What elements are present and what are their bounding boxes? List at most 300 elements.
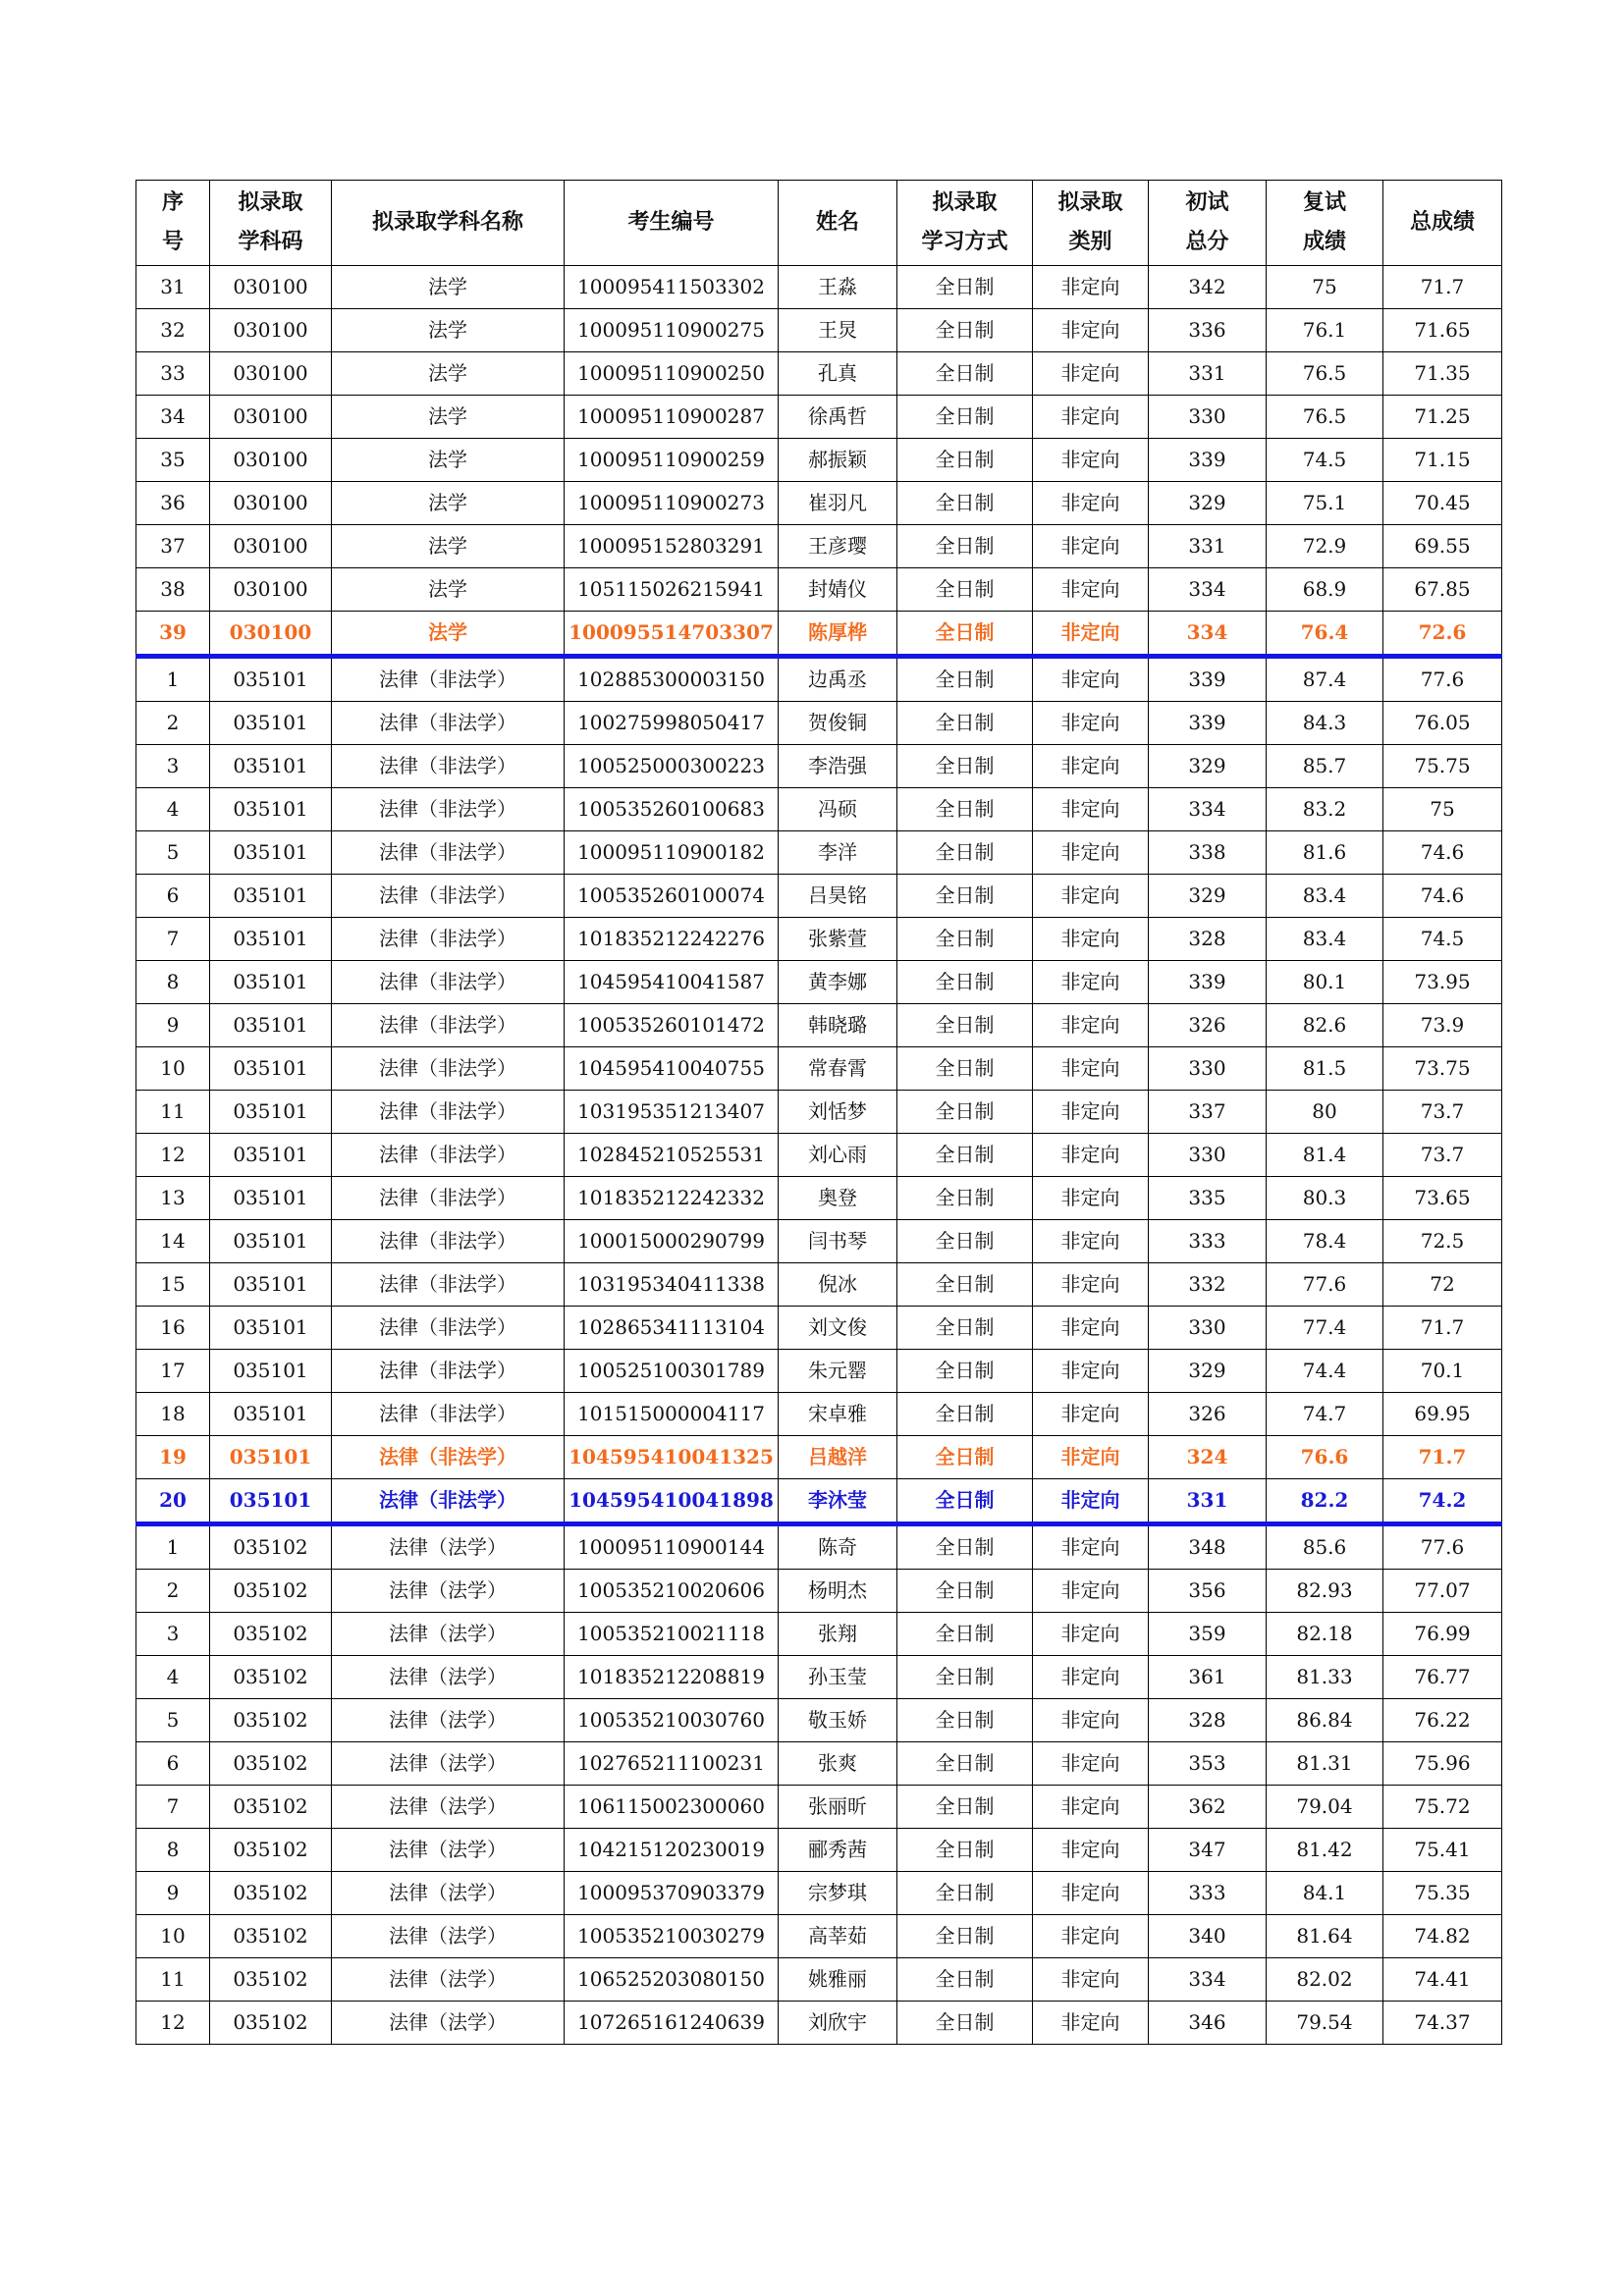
cell-serial-number: 5 [136, 831, 210, 875]
cell-admission-category: 非定向 [1033, 1613, 1149, 1656]
cell-total-score: 73.7 [1383, 1091, 1502, 1134]
cell-preliminary-score: 339 [1149, 702, 1267, 745]
cell-candidate-number: 100095110900259 [565, 439, 779, 482]
cell-name: 郝振颖 [779, 439, 897, 482]
cell-name: 李洋 [779, 831, 897, 875]
cell-preliminary-score: 326 [1149, 1004, 1267, 1047]
table-row [136, 1915, 1502, 1958]
cell-admission-category: 非定向 [1033, 568, 1149, 612]
cell-admission-category: 非定向 [1033, 1220, 1149, 1263]
cell-preliminary-score: 334 [1149, 1958, 1267, 2002]
table-row [136, 1479, 1502, 1524]
cell-preliminary-score: 331 [1149, 352, 1267, 396]
table-body [136, 266, 1502, 2045]
cell-subject-code: 030100 [210, 309, 332, 352]
header-study-mode: 拟录取 学习方式 [897, 181, 1033, 266]
cell-serial-number: 12 [136, 2002, 210, 2045]
cell-preliminary-score: 336 [1149, 309, 1267, 352]
cell-subject-code: 035101 [210, 831, 332, 875]
cell-total-score: 76.22 [1383, 1699, 1502, 1742]
cell-serial-number: 35 [136, 439, 210, 482]
cell-name: 刘恬梦 [779, 1091, 897, 1134]
table-row [136, 961, 1502, 1004]
cell-name: 贺俊铜 [779, 702, 897, 745]
cell-preliminary-score: 348 [1149, 1524, 1267, 1570]
cell-admission-category: 非定向 [1033, 1091, 1149, 1134]
header-admission-category: 拟录取 类别 [1033, 181, 1149, 266]
cell-admission-category: 非定向 [1033, 745, 1149, 788]
cell-subject-code: 035102 [210, 2002, 332, 2045]
cell-retest-score: 74.7 [1267, 1393, 1383, 1436]
cell-admission-category: 非定向 [1033, 1958, 1149, 2002]
cell-study-mode: 全日制 [897, 745, 1033, 788]
cell-retest-score: 83.4 [1267, 875, 1383, 918]
table-row [136, 1350, 1502, 1393]
cell-total-score: 77.07 [1383, 1570, 1502, 1613]
cell-subject-code: 035101 [210, 918, 332, 961]
cell-total-score: 74.5 [1383, 918, 1502, 961]
cell-subject-code: 035101 [210, 1436, 332, 1479]
cell-preliminary-score: 340 [1149, 1915, 1267, 1958]
cell-admission-category: 非定向 [1033, 1436, 1149, 1479]
cell-preliminary-score: 334 [1149, 568, 1267, 612]
header-preliminary-score: 初试 总分 [1149, 181, 1267, 266]
cell-admission-category: 非定向 [1033, 1829, 1149, 1872]
cell-admission-category: 非定向 [1033, 525, 1149, 568]
cell-subject-code: 035101 [210, 1004, 332, 1047]
cell-candidate-number: 100015000290799 [565, 1220, 779, 1263]
cell-total-score: 69.55 [1383, 525, 1502, 568]
cell-serial-number: 34 [136, 396, 210, 439]
cell-subject-name: 法律（法学） [332, 1699, 565, 1742]
cell-preliminary-score: 333 [1149, 1220, 1267, 1263]
cell-total-score: 73.95 [1383, 961, 1502, 1004]
cell-retest-score: 83.2 [1267, 788, 1383, 831]
cell-name: 高莘茹 [779, 1915, 897, 1958]
cell-retest-score: 76.4 [1267, 612, 1383, 657]
cell-admission-category: 非定向 [1033, 1479, 1149, 1524]
cell-retest-score: 81.4 [1267, 1134, 1383, 1177]
cell-admission-category: 非定向 [1033, 266, 1149, 309]
cell-subject-name: 法律（法学） [332, 1829, 565, 1872]
cell-subject-name: 法律（非法学） [332, 918, 565, 961]
cell-candidate-number: 102885300003150 [565, 657, 779, 702]
cell-subject-name: 法律（非法学） [332, 1134, 565, 1177]
cell-serial-number: 10 [136, 1915, 210, 1958]
cell-admission-category: 非定向 [1033, 1134, 1149, 1177]
cell-subject-code: 035101 [210, 1134, 332, 1177]
table-row [136, 875, 1502, 918]
cell-subject-code: 035102 [210, 1613, 332, 1656]
table-row [136, 1134, 1502, 1177]
cell-candidate-number: 100525100301789 [565, 1350, 779, 1393]
cell-admission-category: 非定向 [1033, 1742, 1149, 1786]
cell-retest-score: 86.84 [1267, 1699, 1383, 1742]
cell-candidate-number: 100535210020606 [565, 1570, 779, 1613]
cell-subject-name: 法律（非法学） [332, 1004, 565, 1047]
cell-retest-score: 68.9 [1267, 568, 1383, 612]
cell-study-mode: 全日制 [897, 918, 1033, 961]
header-retest-score: 复试 成绩 [1267, 181, 1383, 266]
cell-study-mode: 全日制 [897, 1307, 1033, 1350]
cell-preliminary-score: 342 [1149, 266, 1267, 309]
cell-retest-score: 87.4 [1267, 657, 1383, 702]
cell-study-mode: 全日制 [897, 1786, 1033, 1829]
cell-subject-code: 035102 [210, 1786, 332, 1829]
cell-candidate-number: 100095152803291 [565, 525, 779, 568]
cell-study-mode: 全日制 [897, 1134, 1033, 1177]
cell-subject-code: 035102 [210, 1742, 332, 1786]
cell-study-mode: 全日制 [897, 309, 1033, 352]
cell-retest-score: 81.33 [1267, 1656, 1383, 1699]
cell-candidate-number: 100535210030279 [565, 1915, 779, 1958]
cell-preliminary-score: 359 [1149, 1613, 1267, 1656]
cell-candidate-number: 107265161240639 [565, 2002, 779, 2045]
cell-candidate-number: 104595410041587 [565, 961, 779, 1004]
cell-subject-code: 030100 [210, 525, 332, 568]
header-candidate-number: 考生编号 [565, 181, 779, 266]
cell-preliminary-score: 329 [1149, 745, 1267, 788]
cell-candidate-number: 100535260100074 [565, 875, 779, 918]
cell-retest-score: 82.6 [1267, 1004, 1383, 1047]
cell-admission-category: 非定向 [1033, 961, 1149, 1004]
table-row [136, 1699, 1502, 1742]
cell-serial-number: 10 [136, 1047, 210, 1091]
cell-subject-code: 035101 [210, 1047, 332, 1091]
cell-retest-score: 76.1 [1267, 309, 1383, 352]
table-row [136, 1091, 1502, 1134]
cell-subject-name: 法律（法学） [332, 2002, 565, 2045]
cell-study-mode: 全日制 [897, 612, 1033, 657]
cell-preliminary-score: 362 [1149, 1786, 1267, 1829]
table-row [136, 1177, 1502, 1220]
cell-study-mode: 全日制 [897, 1479, 1033, 1524]
cell-total-score: 74.6 [1383, 875, 1502, 918]
cell-subject-code: 035101 [210, 657, 332, 702]
cell-admission-category: 非定向 [1033, 612, 1149, 657]
cell-name: 孙玉莹 [779, 1656, 897, 1699]
cell-preliminary-score: 330 [1149, 1134, 1267, 1177]
cell-retest-score: 76.5 [1267, 396, 1383, 439]
cell-total-score: 76.77 [1383, 1656, 1502, 1699]
table-row [136, 745, 1502, 788]
cell-subject-code: 035102 [210, 1915, 332, 1958]
cell-total-score: 71.7 [1383, 1307, 1502, 1350]
cell-total-score: 74.2 [1383, 1479, 1502, 1524]
cell-serial-number: 19 [136, 1436, 210, 1479]
cell-candidate-number: 104595410041325 [565, 1436, 779, 1479]
cell-total-score: 75.96 [1383, 1742, 1502, 1786]
cell-serial-number: 36 [136, 482, 210, 525]
cell-total-score: 67.85 [1383, 568, 1502, 612]
cell-retest-score: 80.1 [1267, 961, 1383, 1004]
cell-total-score: 75.35 [1383, 1872, 1502, 1915]
cell-retest-score: 85.7 [1267, 745, 1383, 788]
cell-total-score: 73.7 [1383, 1134, 1502, 1177]
cell-retest-score: 81.42 [1267, 1829, 1383, 1872]
cell-subject-name: 法律（非法学） [332, 657, 565, 702]
cell-preliminary-score: 338 [1149, 831, 1267, 875]
cell-name: 宋卓雅 [779, 1393, 897, 1436]
table-row [136, 1307, 1502, 1350]
cell-serial-number: 1 [136, 1524, 210, 1570]
cell-admission-category: 非定向 [1033, 1915, 1149, 1958]
cell-name: 宗梦琪 [779, 1872, 897, 1915]
cell-subject-name: 法律（法学） [332, 1656, 565, 1699]
cell-name: 敬玉娇 [779, 1699, 897, 1742]
cell-admission-category: 非定向 [1033, 831, 1149, 875]
table-header-row [136, 181, 1502, 266]
cell-serial-number: 1 [136, 657, 210, 702]
cell-subject-name: 法律（非法学） [332, 1047, 565, 1091]
cell-retest-score: 83.4 [1267, 918, 1383, 961]
cell-retest-score: 82.2 [1267, 1479, 1383, 1524]
cell-total-score: 69.95 [1383, 1393, 1502, 1436]
header-total-score: 总成绩 [1383, 181, 1502, 266]
cell-total-score: 75.41 [1383, 1829, 1502, 1872]
cell-total-score: 70.1 [1383, 1350, 1502, 1393]
cell-name: 刘欣宇 [779, 2002, 897, 2045]
cell-name: 张紫萱 [779, 918, 897, 961]
cell-admission-category: 非定向 [1033, 1047, 1149, 1091]
cell-name: 孔真 [779, 352, 897, 396]
cell-subject-code: 035102 [210, 1570, 332, 1613]
cell-preliminary-score: 330 [1149, 1047, 1267, 1091]
cell-name: 张爽 [779, 1742, 897, 1786]
cell-subject-name: 法律（法学） [332, 1958, 565, 2002]
cell-name: 陈厚桦 [779, 612, 897, 657]
cell-candidate-number: 100535210021118 [565, 1613, 779, 1656]
cell-subject-name: 法学 [332, 439, 565, 482]
cell-admission-category: 非定向 [1033, 1786, 1149, 1829]
cell-total-score: 75.72 [1383, 1786, 1502, 1829]
cell-retest-score: 74.4 [1267, 1350, 1383, 1393]
cell-study-mode: 全日制 [897, 1524, 1033, 1570]
cell-preliminary-score: 329 [1149, 875, 1267, 918]
cell-study-mode: 全日制 [897, 1570, 1033, 1613]
cell-subject-name: 法学 [332, 482, 565, 525]
cell-subject-code: 030100 [210, 396, 332, 439]
cell-admission-category: 非定向 [1033, 1570, 1149, 1613]
cell-candidate-number: 100535260100683 [565, 788, 779, 831]
cell-serial-number: 8 [136, 1829, 210, 1872]
cell-subject-name: 法律（非法学） [332, 1307, 565, 1350]
cell-candidate-number: 100095110900287 [565, 396, 779, 439]
cell-admission-category: 非定向 [1033, 352, 1149, 396]
cell-subject-name: 法学 [332, 309, 565, 352]
cell-candidate-number: 104595410041898 [565, 1479, 779, 1524]
cell-serial-number: 39 [136, 612, 210, 657]
cell-subject-name: 法律（法学） [332, 1524, 565, 1570]
cell-preliminary-score: 330 [1149, 1307, 1267, 1350]
cell-name: 张翔 [779, 1613, 897, 1656]
cell-preliminary-score: 331 [1149, 1479, 1267, 1524]
cell-preliminary-score: 335 [1149, 1177, 1267, 1220]
cell-total-score: 76.05 [1383, 702, 1502, 745]
cell-candidate-number: 105115026215941 [565, 568, 779, 612]
cell-total-score: 74.6 [1383, 831, 1502, 875]
cell-candidate-number: 102765211100231 [565, 1742, 779, 1786]
cell-serial-number: 2 [136, 702, 210, 745]
cell-subject-name: 法律（非法学） [332, 1091, 565, 1134]
cell-study-mode: 全日制 [897, 702, 1033, 745]
cell-preliminary-score: 339 [1149, 961, 1267, 1004]
cell-subject-code: 035101 [210, 1220, 332, 1263]
cell-total-score: 72 [1383, 1263, 1502, 1307]
table-row [136, 1524, 1502, 1570]
cell-subject-name: 法律（非法学） [332, 788, 565, 831]
cell-candidate-number: 101515000004117 [565, 1393, 779, 1436]
cell-candidate-number: 100095514703307 [565, 612, 779, 657]
cell-retest-score: 77.4 [1267, 1307, 1383, 1350]
cell-candidate-number: 104595410040755 [565, 1047, 779, 1091]
cell-preliminary-score: 328 [1149, 918, 1267, 961]
cell-preliminary-score: 361 [1149, 1656, 1267, 1699]
cell-subject-code: 035102 [210, 1656, 332, 1699]
cell-retest-score: 78.4 [1267, 1220, 1383, 1263]
cell-total-score: 74.82 [1383, 1915, 1502, 1958]
cell-name: 张丽昕 [779, 1786, 897, 1829]
cell-name: 倪冰 [779, 1263, 897, 1307]
table-row [136, 1958, 1502, 2002]
cell-name: 刘文俊 [779, 1307, 897, 1350]
cell-retest-score: 81.64 [1267, 1915, 1383, 1958]
cell-study-mode: 全日制 [897, 1263, 1033, 1307]
cell-retest-score: 74.5 [1267, 439, 1383, 482]
cell-candidate-number: 101835212208819 [565, 1656, 779, 1699]
cell-total-score: 72.6 [1383, 612, 1502, 657]
header-serial-number: 序 号 [136, 181, 210, 266]
cell-subject-code: 035101 [210, 702, 332, 745]
cell-serial-number: 11 [136, 1091, 210, 1134]
cell-name: 刘心雨 [779, 1134, 897, 1177]
cell-admission-category: 非定向 [1033, 1263, 1149, 1307]
cell-preliminary-score: 337 [1149, 1091, 1267, 1134]
cell-subject-name: 法律（法学） [332, 1570, 565, 1613]
table-row [136, 788, 1502, 831]
cell-candidate-number: 100535260101472 [565, 1004, 779, 1047]
table-row [136, 396, 1502, 439]
cell-retest-score: 82.93 [1267, 1570, 1383, 1613]
cell-candidate-number: 100095370903379 [565, 1872, 779, 1915]
cell-name: 闫书琴 [779, 1220, 897, 1263]
cell-admission-category: 非定向 [1033, 1177, 1149, 1220]
cell-name: 王淼 [779, 266, 897, 309]
cell-subject-name: 法律（法学） [332, 1786, 565, 1829]
cell-candidate-number: 100095110900275 [565, 309, 779, 352]
cell-study-mode: 全日制 [897, 1220, 1033, 1263]
table-row [136, 1613, 1502, 1656]
cell-total-score: 73.9 [1383, 1004, 1502, 1047]
cell-admission-category: 非定向 [1033, 482, 1149, 525]
cell-total-score: 74.41 [1383, 1958, 1502, 2002]
cell-name: 吕越洋 [779, 1436, 897, 1479]
cell-subject-code: 035101 [210, 1307, 332, 1350]
cell-subject-name: 法律（非法学） [332, 1350, 565, 1393]
cell-subject-code: 030100 [210, 266, 332, 309]
cell-study-mode: 全日制 [897, 1656, 1033, 1699]
table-row [136, 1872, 1502, 1915]
cell-preliminary-score: 326 [1149, 1393, 1267, 1436]
table-row [136, 1656, 1502, 1699]
cell-admission-category: 非定向 [1033, 702, 1149, 745]
cell-serial-number: 18 [136, 1393, 210, 1436]
table-row [136, 266, 1502, 309]
cell-subject-name: 法学 [332, 612, 565, 657]
cell-serial-number: 38 [136, 568, 210, 612]
table-row [136, 439, 1502, 482]
table-row [136, 1047, 1502, 1091]
cell-study-mode: 全日制 [897, 396, 1033, 439]
cell-study-mode: 全日制 [897, 831, 1033, 875]
cell-total-score: 77.6 [1383, 657, 1502, 702]
cell-name: 韩晓璐 [779, 1004, 897, 1047]
cell-candidate-number: 100275998050417 [565, 702, 779, 745]
cell-serial-number: 13 [136, 1177, 210, 1220]
cell-subject-name: 法学 [332, 525, 565, 568]
cell-subject-name: 法律（非法学） [332, 1436, 565, 1479]
cell-preliminary-score: 324 [1149, 1436, 1267, 1479]
cell-subject-code: 030100 [210, 439, 332, 482]
cell-serial-number: 37 [136, 525, 210, 568]
cell-serial-number: 20 [136, 1479, 210, 1524]
cell-admission-category: 非定向 [1033, 788, 1149, 831]
cell-name: 边禹丞 [779, 657, 897, 702]
cell-name: 冯硕 [779, 788, 897, 831]
cell-study-mode: 全日制 [897, 875, 1033, 918]
cell-retest-score: 72.9 [1267, 525, 1383, 568]
cell-serial-number: 6 [136, 875, 210, 918]
cell-study-mode: 全日制 [897, 1915, 1033, 1958]
cell-admission-category: 非定向 [1033, 918, 1149, 961]
cell-retest-score: 79.04 [1267, 1786, 1383, 1829]
cell-subject-name: 法律（法学） [332, 1613, 565, 1656]
cell-subject-code: 035101 [210, 875, 332, 918]
table-row [136, 1786, 1502, 1829]
cell-serial-number: 16 [136, 1307, 210, 1350]
cell-serial-number: 3 [136, 1613, 210, 1656]
cell-name: 李沐莹 [779, 1479, 897, 1524]
cell-retest-score: 76.6 [1267, 1436, 1383, 1479]
cell-total-score: 70.45 [1383, 482, 1502, 525]
cell-total-score: 72.5 [1383, 1220, 1502, 1263]
cell-subject-name: 法律（非法学） [332, 1263, 565, 1307]
cell-study-mode: 全日制 [897, 1091, 1033, 1134]
cell-serial-number: 9 [136, 1872, 210, 1915]
cell-candidate-number: 100095110900273 [565, 482, 779, 525]
cell-retest-score: 79.54 [1267, 2002, 1383, 2045]
cell-subject-code: 035101 [210, 1263, 332, 1307]
cell-serial-number: 14 [136, 1220, 210, 1263]
cell-study-mode: 全日制 [897, 657, 1033, 702]
cell-name: 吕昊铭 [779, 875, 897, 918]
cell-serial-number: 7 [136, 1786, 210, 1829]
cell-admission-category: 非定向 [1033, 1656, 1149, 1699]
cell-candidate-number: 106525203080150 [565, 1958, 779, 2002]
cell-retest-score: 81.31 [1267, 1742, 1383, 1786]
cell-study-mode: 全日制 [897, 266, 1033, 309]
cell-study-mode: 全日制 [897, 961, 1033, 1004]
cell-subject-name: 法学 [332, 396, 565, 439]
cell-study-mode: 全日制 [897, 1699, 1033, 1742]
cell-candidate-number: 100535210030760 [565, 1699, 779, 1742]
cell-candidate-number: 100095110900144 [565, 1524, 779, 1570]
cell-total-score: 73.75 [1383, 1047, 1502, 1091]
cell-subject-code: 035102 [210, 1829, 332, 1872]
cell-subject-code: 035102 [210, 1958, 332, 2002]
cell-serial-number: 4 [136, 788, 210, 831]
cell-preliminary-score: 330 [1149, 396, 1267, 439]
